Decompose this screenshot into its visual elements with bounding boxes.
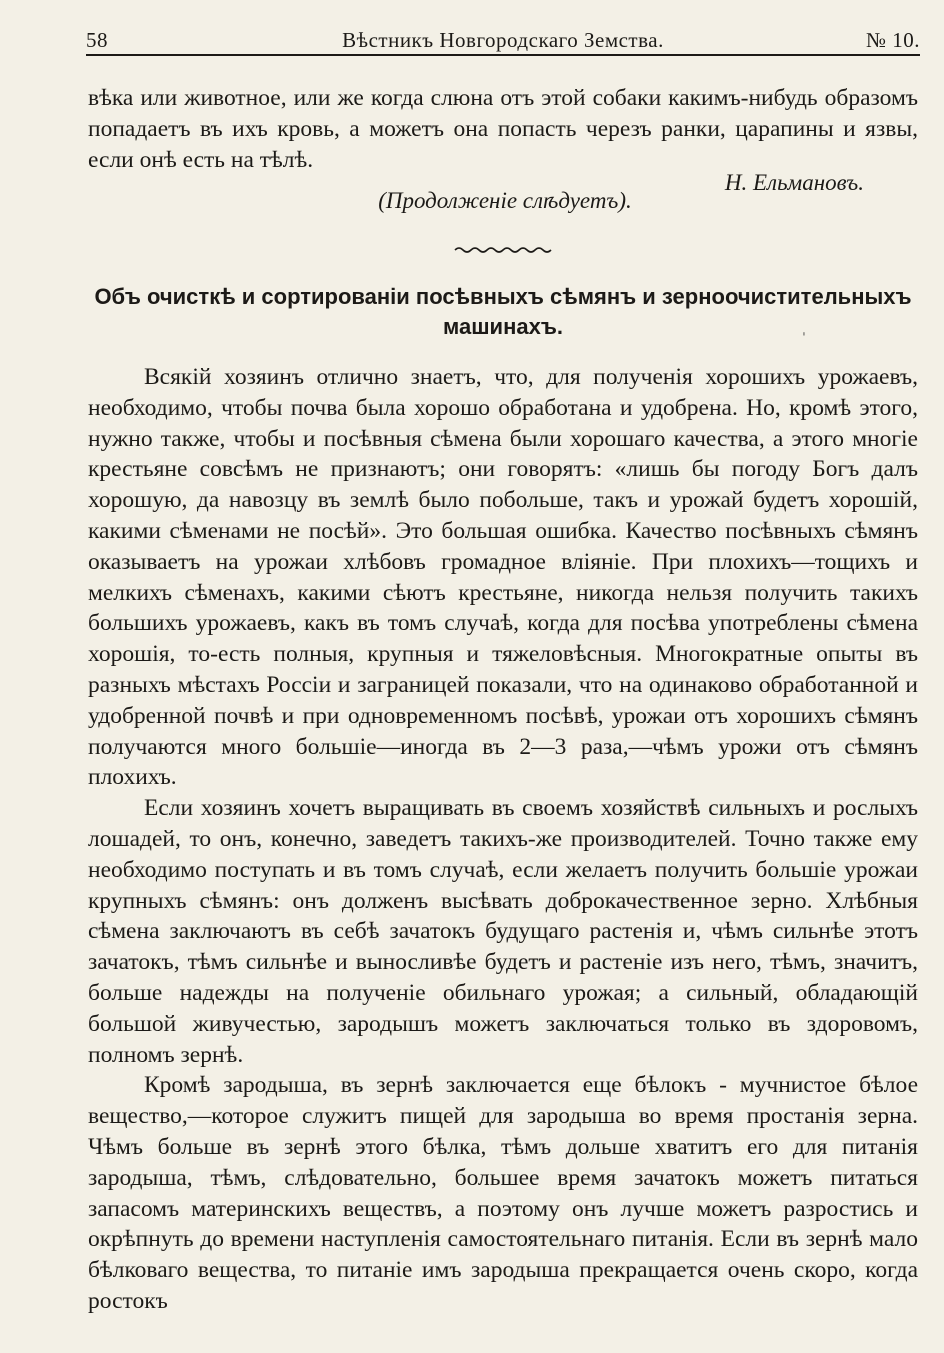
previous-article-text: вѣка или животное, или же когда слюна отъ этой собаки какимъ-нибудь образомъ попадаетъ въ ихъ кровь, а можетъ она попасть черезъ ранки, царапины и язвы, если онѣ есть на тѣлѣ. xyxy=(88,85,918,173)
print-speck: ˌ xyxy=(802,322,806,338)
running-header xyxy=(86,22,920,56)
article-title xyxy=(88,282,918,342)
article-title-line-1: Объ очисткѣ и сортированіи посѣвныхъ сѣмянъ и зерноочистительныхъ xyxy=(94,284,912,309)
section-divider-ornament xyxy=(453,244,557,256)
previous-article-ending xyxy=(88,83,918,175)
issue-number: № 10. xyxy=(865,28,920,52)
article-paragraph: Кромѣ зародыша, въ зернѣ заключается еще бѣлокъ - мучнистое бѣлое вещество,—которое служитъ пищей для зародыша во время простанія зерна. Чѣмъ больше въ зернѣ этого бѣлка, тѣмъ дольше хватитъ его для питанія зародыша, тѣмъ, слѣдовательно, большее время зачатокъ можетъ питаться запасомъ материнскихъ веществъ, а поэтому онъ лучше можетъ разростись и окрѣпнуть до времени наступленія самостоятельнаго питанія. Если въ зернѣ мало бѣлковаго вещества, то питаніе имъ зародыша прекращается очень скоро, когда ростокъ xyxy=(88,1072,918,1314)
header-rule xyxy=(86,54,920,56)
article-title-line-2: машинахъ. xyxy=(443,314,563,339)
author-signature: Н. Ельмановъ. xyxy=(724,170,864,195)
article-body xyxy=(88,362,918,1317)
article-paragraph: Если хозяинъ хочетъ выращивать въ своемъ хозяйствѣ сильныхъ и рослыхъ лошадей, то онъ, конечно, заведетъ такихъ-же производителей. Точно также ему необходимо поступать и въ томъ случаѣ, если желаетъ получить большіе урожаи крупныхъ сѣмянъ: онъ долженъ высѣвать доброкачественное зерно. Хлѣбныя сѣмена заключаютъ въ себѣ зачатокъ будущаго растенія и, чѣмъ сильнѣе этотъ зачатокъ, тѣмъ сильнѣе и выносливѣе будетъ и растеніе изъ него, тѣмъ, значитъ, больше надежды на полученіе обильнаго урожая; а сильный, обладающій большой живучестью, зародышъ можетъ заключаться только въ здоровомъ, полномъ зернѣ. xyxy=(88,795,918,1068)
article-paragraph: Всякій хозяинъ отлично знаетъ, что, для полученія хорошихъ урожаевъ, необходимо, чтобы почва была хорошо обработана и удобрена. Но, кромѣ этого, нужно также, чтобы и посѣвныя сѣмена были хорошаго качества, а этого многіе крестьяне совсѣмъ не признаютъ; они говорятъ: «лишь бы погоду Богъ далъ хорошую, да навозцу въ землѣ было побольше, такъ и урожай будетъ хорошій, какими сѣменами не посѣй». Это большая ошибка. Качество посѣвныхъ сѣмянъ оказываетъ на урожаи хлѣбовъ громадное вліяніе. При плохихъ—тощихъ и мелкихъ сѣменахъ, какими сѣютъ крестьяне, никогда нельзя получить такихъ большихъ урожаевъ, какъ въ томъ случаѣ, когда для посѣва употреблены сѣмена хорошія, то-есть полныя, крупныя и тяжеловѣсныя. Многократные опыты въ разныхъ мѣстахъ Россіи и заграницей показали, что на одинаково обработанной и удобренной почвѣ и при одновременномъ посѣвѣ, урожаи отъ хорошихъ сѣмянъ получаются много большіе—иногда въ 2—3 раза,—чѣмъ урожи отъ сѣмянъ плохихъ. xyxy=(88,364,918,791)
continued-note: (Продолженіе слѣдуетъ). xyxy=(378,188,632,213)
page-number: 58 xyxy=(86,28,108,52)
journal-title: Вѣстникъ Новгородскаго Земства. xyxy=(342,28,664,52)
